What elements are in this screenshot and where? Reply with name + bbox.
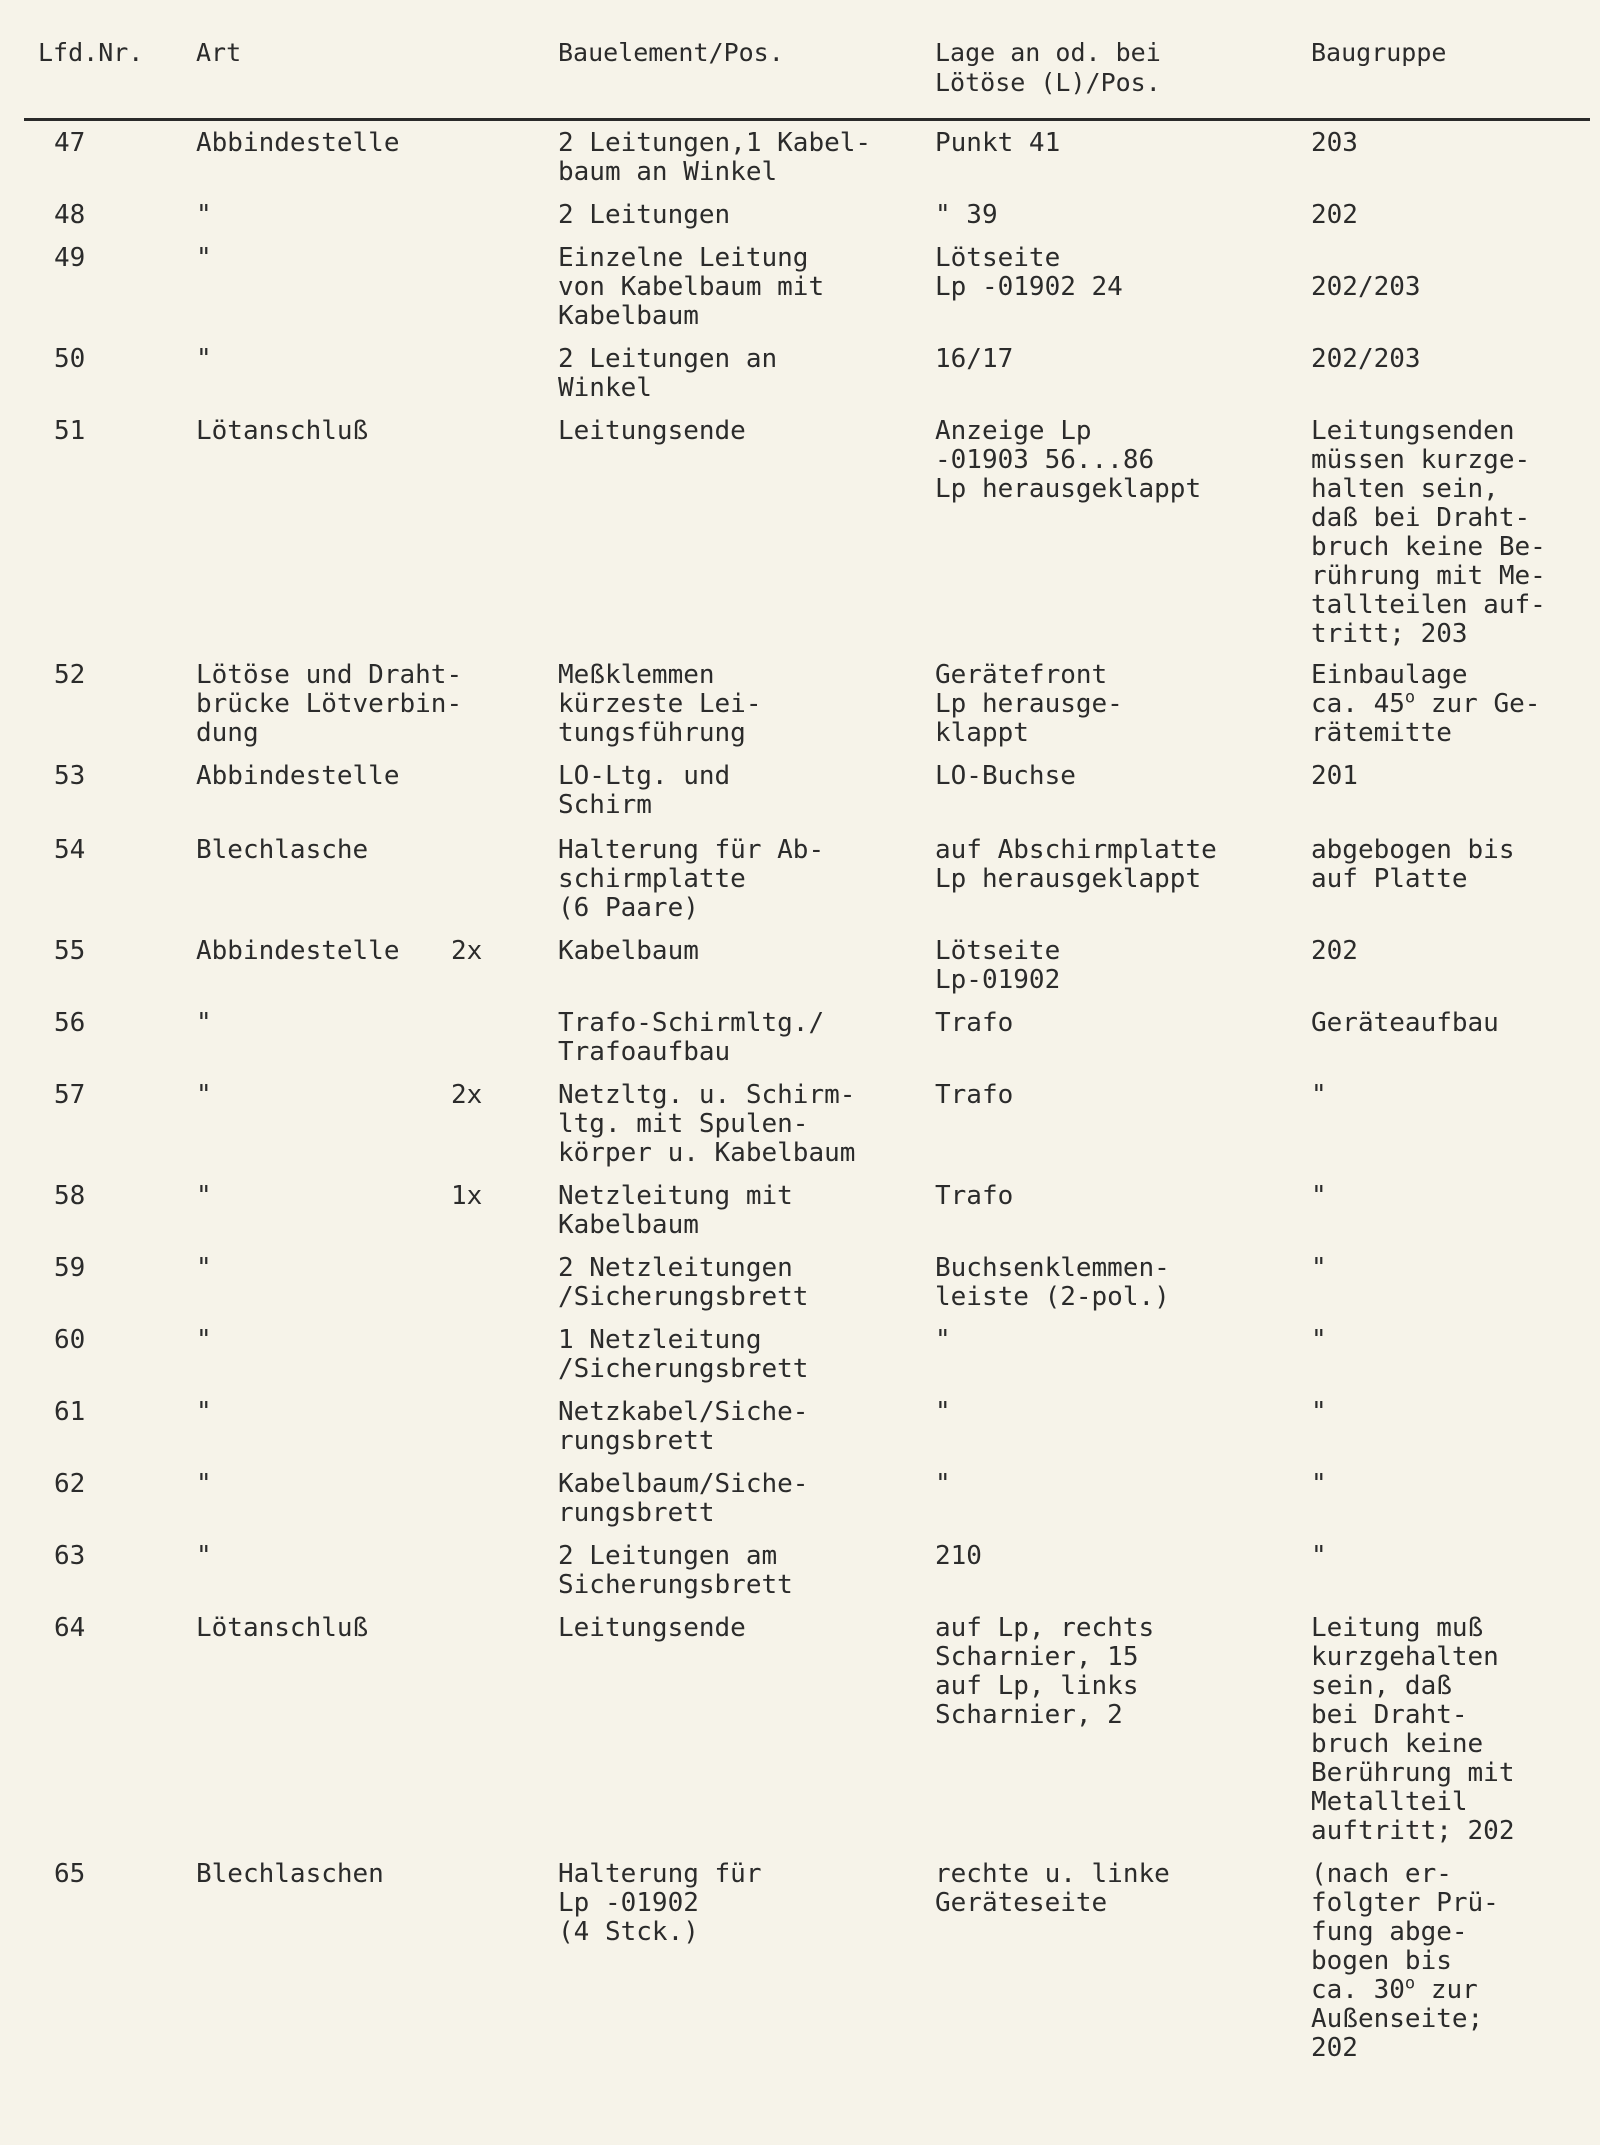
row-baugruppe (1311, 201, 1590, 230)
degree-sign: o (1404, 1973, 1416, 1994)
row-spacer (24, 331, 1590, 345)
table-row (24, 836, 1590, 923)
row-lage: 16/17 (935, 344, 1014, 374)
row-art (196, 937, 558, 995)
angle-tail-text: zur Ge- rätemitte (1311, 689, 1541, 748)
parts-table (24, 30, 1590, 2063)
table-row (24, 1470, 1590, 1528)
row-bauelement: Einzelne Leitung von Kabelbaum mit Kabelbaum (558, 243, 825, 331)
row-bauelement: Kabelbaum (558, 936, 699, 966)
art-text: Lötöse und Draht- brücke Lötverbin- dung (196, 660, 463, 748)
row-number: 50 (54, 344, 86, 374)
header-baugruppe: Baugruppe (1311, 30, 1590, 120)
row-lage: auf Lp, rechts Scharnier, 15 auf Lp, links Scharnier, 2 (935, 1613, 1155, 1730)
art-text: Lötanschluß (196, 416, 369, 446)
row-number: 56 (54, 1008, 86, 1038)
table-row (24, 417, 1590, 649)
row-art (196, 1860, 558, 2063)
row-lage: Trafo (935, 1080, 1014, 1110)
row-lage: " 39 (935, 200, 998, 230)
row-baugruppe (1311, 345, 1590, 403)
baugruppe-text: 201 (1311, 761, 1358, 791)
row-lage: Anzeige Lp -01903 56...86 Lp herausgeklappt (935, 416, 1202, 504)
row-baugruppe (1311, 937, 1590, 995)
row-baugruppe (1311, 1470, 1590, 1528)
row-gap (24, 1456, 1590, 1470)
row-lage: " (935, 1325, 951, 1355)
art-quantity: 2x (451, 1080, 483, 1110)
angle-tail-text: zur Außenseite; 202 (1311, 1975, 1484, 2063)
row-gap (24, 1240, 1590, 1254)
table-body (24, 120, 1590, 2064)
row-gap (24, 923, 1590, 937)
row-spacer (24, 403, 1590, 417)
row-spacer (24, 923, 1590, 937)
row-bauelement: 2 Leitungen,1 Kabel- baum an Winkel (558, 128, 872, 187)
row-lage: Buchsenklemmen- leiste (2-pol.) (935, 1253, 1170, 1312)
row-bauelement: 1 Netzleitung /Sicherungsbrett (558, 1325, 809, 1384)
row-number: 54 (54, 835, 86, 865)
row-baugruppe (1311, 661, 1590, 748)
row-number: 62 (54, 1469, 86, 1499)
art-text: " (196, 200, 212, 230)
row-baugruppe (1311, 836, 1590, 923)
row-bauelement: Meßklemmen kürzeste Lei- tungsführung (558, 660, 762, 748)
baugruppe-text: " (1311, 1397, 1327, 1427)
row-spacer (24, 1456, 1590, 1470)
row-lage: " (935, 1397, 951, 1427)
row-spacer (24, 995, 1590, 1009)
art-text: " (196, 1253, 212, 1283)
angle-text: ca. 30 (1311, 1975, 1405, 2005)
baugruppe-text: 202 (1311, 200, 1358, 230)
header-art: Art (196, 30, 558, 120)
row-lage: Gerätefront Lp herausge- klappt (935, 660, 1123, 748)
row-lage: Trafo (935, 1181, 1014, 1211)
row-baugruppe (1311, 244, 1590, 331)
row-spacer (24, 1846, 1590, 1860)
baugruppe-text: 203 (1311, 128, 1358, 158)
row-art (196, 1470, 558, 1528)
row-lage: Lötseite Lp-01902 (935, 936, 1061, 995)
baugruppe-text: " (1311, 1253, 1327, 1283)
row-lage: Trafo (935, 1008, 1014, 1038)
row-bauelement: Netzleitung mit Kabelbaum (558, 1181, 793, 1240)
row-gap (24, 1312, 1590, 1326)
row-number: 64 (54, 1613, 86, 1643)
row-art (196, 1182, 558, 1240)
row-baugruppe (1311, 417, 1590, 649)
row-number: 47 (54, 128, 86, 158)
row-art (196, 417, 558, 649)
baugruppe-text: Einbaulage (1311, 660, 1468, 690)
art-text: Abbindestelle (196, 128, 400, 158)
degree-sign: o (1404, 687, 1416, 708)
row-baugruppe (1311, 1542, 1590, 1600)
art-text: " (196, 1469, 212, 1499)
row-gap (24, 995, 1590, 1009)
row-baugruppe (1311, 1254, 1590, 1312)
baugruppe-text: Geräteaufbau (1311, 1008, 1499, 1038)
row-bauelement: Leitungsende (558, 1613, 746, 1643)
row-number: 59 (54, 1253, 86, 1283)
row-baugruppe (1311, 1614, 1590, 1846)
row-gap (24, 1384, 1590, 1398)
row-gap (24, 820, 1590, 836)
art-text: " (196, 1397, 212, 1427)
row-number: 55 (54, 936, 86, 966)
row-art (196, 1081, 558, 1168)
table-row (24, 201, 1590, 230)
row-baugruppe (1311, 762, 1590, 820)
row-baugruppe (1311, 129, 1590, 187)
row-baugruppe (1311, 1860, 1590, 2063)
row-art (196, 836, 558, 923)
table-row (24, 1398, 1590, 1456)
baugruppe-text: " (1311, 1541, 1327, 1571)
row-number: 53 (54, 761, 86, 791)
row-lage: rechte u. linke Geräteseite (935, 1859, 1170, 1918)
row-number: 61 (54, 1397, 86, 1427)
row-spacer (24, 1384, 1590, 1398)
baugruppe-text: " (1311, 1325, 1327, 1355)
row-baugruppe (1311, 1009, 1590, 1067)
row-lage: " (935, 1469, 951, 1499)
row-number: 57 (54, 1080, 86, 1110)
row-number: 58 (54, 1181, 86, 1211)
row-gap (24, 1067, 1590, 1081)
art-text: " (196, 1181, 212, 1211)
row-art (196, 1398, 558, 1456)
row-number: 49 (54, 243, 86, 273)
header-lfd-nr: Lfd.Nr. (24, 30, 196, 120)
table-row (24, 1860, 1590, 2063)
art-text: Abbindestelle (196, 936, 400, 966)
row-art (196, 1614, 558, 1846)
row-bauelement: Halterung für Ab- schirmplatte (6 Paare) (558, 835, 825, 923)
header-bauelement: Bauelement/Pos. (558, 30, 935, 120)
art-text: " (196, 1325, 212, 1355)
row-gap (24, 331, 1590, 345)
row-number: 48 (54, 200, 86, 230)
art-text: Blechlaschen (196, 1859, 384, 1889)
baugruppe-text: " (1311, 1181, 1327, 1211)
row-gap (24, 230, 1590, 244)
row-bauelement: 2 Leitungen an Winkel (558, 344, 778, 403)
row-art (196, 1326, 558, 1384)
baugruppe-text: 202 (1311, 936, 1358, 966)
table-row (24, 1009, 1590, 1067)
baugruppe-text: (nach er- folgter Prü- fung abge- bogen bis (1311, 1859, 1499, 1976)
table-row (24, 345, 1590, 403)
row-spacer (24, 1067, 1590, 1081)
row-lage: Punkt 41 (935, 128, 1061, 158)
row-lage: auf Abschirmplatte Lp herausgeklappt (935, 835, 1217, 894)
row-baugruppe (1311, 1182, 1590, 1240)
row-gap (24, 187, 1590, 201)
row-art (196, 1542, 558, 1600)
table-row (24, 244, 1590, 331)
row-baugruppe (1311, 1326, 1590, 1384)
row-art (196, 129, 558, 187)
row-bauelement: Halterung für Lp -01902 (4 Stck.) (558, 1859, 762, 1947)
table-row (24, 937, 1590, 995)
row-spacer (24, 230, 1590, 244)
table-row (24, 1542, 1590, 1600)
row-art (196, 201, 558, 230)
table-row (24, 1254, 1590, 1312)
table-row (24, 661, 1590, 748)
baugruppe-text: 202/203 (1311, 272, 1421, 302)
art-quantity: 2x (451, 936, 483, 966)
row-bauelement: Netzkabel/Siche- rungsbrett (558, 1397, 809, 1456)
baugruppe-text: abgebogen bis auf Platte (1311, 835, 1515, 894)
row-art (196, 1254, 558, 1312)
row-bauelement: LO-Ltg. und Schirm (558, 761, 731, 820)
angle-text: ca. 45 (1311, 689, 1405, 719)
row-bauelement: 2 Netzleitungen /Sicherungsbrett (558, 1253, 809, 1312)
row-art (196, 244, 558, 331)
art-text: " (196, 344, 212, 374)
header-row (24, 30, 1590, 120)
table-row (24, 762, 1590, 820)
table-row (24, 129, 1590, 187)
row-gap (24, 403, 1590, 417)
row-lage: LO-Buchse (935, 761, 1076, 791)
baugruppe-text: " (1311, 1469, 1327, 1499)
row-baugruppe (1311, 1081, 1590, 1168)
row-bauelement: 2 Leitungen (558, 200, 731, 230)
table-row (24, 1326, 1590, 1384)
row-bauelement: Leitungsende (558, 416, 746, 446)
row-art (196, 661, 558, 748)
row-bauelement: Netzltg. u. Schirm- ltg. mit Spulen- körper u. Kabelbaum (558, 1080, 856, 1168)
row-spacer (24, 1240, 1590, 1254)
row-number: 63 (54, 1541, 86, 1571)
art-quantity: 1x (451, 1181, 483, 1211)
header-lage: Lage an od. bei Lötöse (L)/Pos. (935, 30, 1311, 120)
row-spacer (24, 1600, 1590, 1614)
row-art (196, 1009, 558, 1067)
row-bauelement: Kabelbaum/Siche- rungsbrett (558, 1469, 809, 1528)
row-spacer (24, 748, 1590, 762)
row-number: 52 (54, 660, 86, 690)
row-spacer (24, 1168, 1590, 1182)
row-spacer (24, 187, 1590, 201)
row-baugruppe (1311, 1398, 1590, 1456)
art-text: " (196, 243, 212, 273)
row-bauelement: Trafo-Schirmltg./ Trafoaufbau (558, 1008, 825, 1067)
table-row (24, 1182, 1590, 1240)
row-lage: Lötseite Lp -01902 24 (935, 243, 1123, 302)
row-gap (24, 1846, 1590, 1860)
art-text: Lötanschluß (196, 1613, 369, 1643)
row-art (196, 762, 558, 820)
art-text: " (196, 1541, 212, 1571)
row-spacer (24, 1312, 1590, 1326)
row-number: 60 (54, 1325, 86, 1355)
baugruppe-text: " (1311, 1080, 1327, 1110)
baugruppe-text: Leitungsenden müssen kurzge- halten sein, daß bei Draht- bruch keine Be- rührung mit Me- tallteilen auf- tritt; 203 (1311, 416, 1546, 649)
row-number: 51 (54, 416, 86, 446)
art-text: Abbindestelle (196, 761, 400, 791)
baugruppe-text: 202/203 (1311, 344, 1421, 374)
row-gap (24, 1528, 1590, 1542)
row-bauelement: 2 Leitungen am Sicherungsbrett (558, 1541, 793, 1600)
row-gap (24, 1168, 1590, 1182)
row-spacer (24, 1528, 1590, 1542)
row-gap (24, 748, 1590, 762)
art-text: " (196, 1080, 212, 1110)
row-number: 65 (54, 1859, 86, 1889)
row-lage: 210 (935, 1541, 982, 1571)
table-row (24, 1614, 1590, 1846)
row-gap (24, 1600, 1590, 1614)
table-row (24, 1081, 1590, 1168)
row-spacer (24, 820, 1590, 836)
baugruppe-text: Leitung muß kurzgehalten sein, daß bei Draht- bruch keine Berührung mit Metallteil auftritt; 202 (1311, 1613, 1515, 1846)
art-text: " (196, 1008, 212, 1038)
art-text: Blechlasche (196, 835, 369, 865)
row-art (196, 345, 558, 403)
